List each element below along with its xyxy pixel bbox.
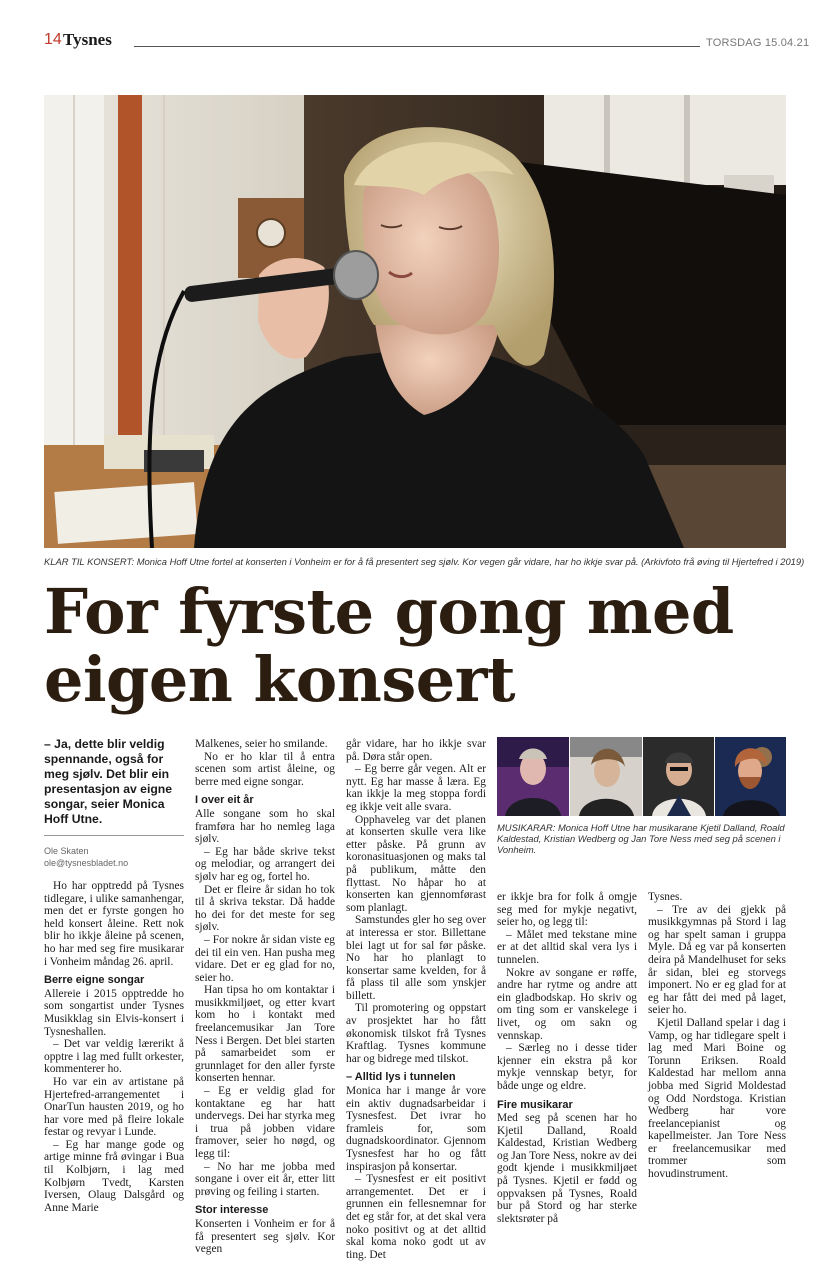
header-rule: [134, 46, 700, 47]
paragraph: Det er fleire år sidan ho tok til å skriva tekstar. Då hadde ho dei for det meste for seg sjølv.: [195, 883, 335, 934]
section-title: Tysnes: [63, 30, 112, 49]
paragraph: Malkenes, seier ho smilande.: [195, 738, 328, 750]
four-musicians-portraits: [497, 737, 786, 816]
paragraph: går vidare, har ho ikkje svar på. Døra står open.: [346, 738, 486, 763]
paragraph: – Eg har mange gode og artige minne frå øvingar i Bua til Kolbjørn, i lag med Kolbjørn Tvedt, Karsten Iversen, Olaug Dalsgård og Anne Marie: [44, 1138, 184, 1214]
paragraph: – Det var veldig lærerikt å opptre i lag med fullt orkester, kommenterer ho.: [44, 1038, 184, 1076]
headline-line-1: For fyrste gong med: [44, 575, 734, 648]
article-column-1: [44, 880, 184, 1214]
singer-with-microphone-photo: [44, 95, 786, 548]
article-column-3: [346, 738, 486, 1261]
subheading: – Alltid lys i tunnelen: [346, 1071, 456, 1084]
photo-caption: KLAR TIL KONSERT: Monica Hoff Utne fortel at konserten i Vonheim er for å få presentert seg sjølv. Kor vegen går vidare, har ho ikkje svar på. (Arkivfoto frå øving til Hjertefred i 2019): [44, 556, 805, 567]
subheading: Stor interesse: [195, 1204, 269, 1217]
issue-date: TORSDAG 15.04.21: [706, 37, 810, 49]
byline-email[interactable]: ole@tysnesbladet.no: [44, 858, 129, 868]
lead-paragraph: – Ja, dette blir veldig spennande, også for meg sjølv. Det blir ein presentasjon av eigne songar, seier Monica Hoff Utne.: [44, 737, 173, 826]
paragraph: – Tre av dei gjekk på musikkgymnas på Stord i lag og har spelt saman i gruppa Myle. Då eg var på konserten deira på Mandelhuset for seks år sidan, blei eg storvegs imponert. No er eg glad for at eg har fått dei med på laget, seier ho.: [648, 903, 786, 1017]
musicians-caption: MUSIKARAR: Monica Hoff Utne har musikarane Kjetil Dalland, Roald Kaldestad, Kristian Wedberg og Jan Tore Ness med seg på scenen i Vonheim.: [497, 822, 785, 855]
paragraph: Ho har opptredd på Tysnes tidlegare, i ulike samanhengar, men det er fyrste gongen ho held konsert åleine. Rett nok blir ho ikkje åleine på scenen, ho har med seg fire musikarar i Vonheim måndag 26. april.: [44, 880, 184, 968]
paragraph: Ho var ein av artistane på Hjertefred-arrangementet i OnarTun hausten 2019, og ho har vore med på fleire lokale festar og revyar i Lunde.: [44, 1075, 184, 1139]
subheading: Fire musikarar: [497, 1098, 573, 1111]
paragraph: No er ho klar til å entra scenen som artist åleine, og berre med eigne songar.: [195, 750, 335, 788]
article-column-4: [497, 891, 637, 1225]
paragraph: Allereie i 2015 opptredde ho som songartist under Tysnes Musikklag sin Elvis-konsert i Tysneshallen.: [44, 987, 184, 1038]
paragraph: – Særleg no i desse tider kjenner ein ekstra på kor mykje vennskap betyr, for både unge og eldre.: [497, 1042, 637, 1092]
paragraph: – Eg berre går vegen. Alt er nytt. Eg har masse å læra. Eg kan ikkje la meg stoppa fordi eg ikkje veit alle svara.: [346, 763, 486, 813]
subheading: I over eit år: [195, 794, 254, 807]
headline-line-2: eigen konsert: [44, 643, 516, 716]
byline: [44, 845, 128, 869]
lead-divider: [44, 835, 184, 836]
paragraph: – Tysnesfest er eit positivt arrangementet. Det er i grunnen ein fellesnemnar for det eg står for, at det skal vera noko positivt og at det alltid skal koma noko godt ut av ting. Det: [346, 1173, 486, 1261]
byline-name: Ole Skaten: [44, 846, 89, 856]
paragraph: – Eg har både skrive tekst og melodiar, og arrangert dei sjølv har eg og, fortel ho.: [195, 845, 335, 883]
subheading: Berre eigne songar: [44, 974, 145, 987]
article-column-2: [195, 738, 335, 1256]
paragraph: Tysnes.: [648, 891, 683, 903]
paragraph: Han tipsa ho om kontaktar i musikkmiljøet, og etter kvart kom ho i kontakt med freelancemusikar Jan Tore Ness i Bergen. Det blei starten på samarbeidet som er grunnlaget for den aller fyrste konserten hennar.: [195, 984, 335, 1085]
paragraph: Kjetil Dalland spelar i dag i Vamp, og har tidlegare spelt i lag med Mari Boine og Torunn Eriksen. Roald Kaldestad har mellom anna jobba med Sigrid Moldestad og Odd Nordstoga. Kristian Wedberg har vore freelancepianist og kapellmeister. Jan Tore Ness er freelancemusikar med trommer som hovudinstrument.: [648, 1016, 786, 1181]
paragraph: Alle songane som ho skal framføra har ho nemleg laga sjølv.: [195, 807, 335, 846]
paragraph: – No har me jobba med songane i over eit år, etter litt prøving og feiling i starten.: [195, 1160, 335, 1198]
paragraph: – Eg er veldig glad for kontaktane eg har hatt undervegs. Dei har styrka meg i trua på jobben vidare framover, seier ho nøgd, og legg til:: [195, 1085, 335, 1160]
article-column-5: [648, 891, 786, 1181]
paragraph: Samstundes gler ho seg over at interessa er stor. Billettane blei lagt ut for sal før påske. No har ho planlagt to konsertar same kvelden, for å få plass til alle som ynskjer billett.: [346, 914, 486, 1002]
headline: [44, 575, 804, 716]
page-number: 14: [44, 31, 62, 48]
paragraph: – Målet med tekstane mine er at det alltid skal vera lys i tunnelen.: [497, 928, 637, 966]
paragraph: er ikkje bra for folk å omgje seg med for mykje negativt, seier ho, og legg til:: [497, 891, 637, 929]
paragraph: Konserten i Vonheim er for å få presentert seg sjølv. Kor vegen: [195, 1217, 335, 1256]
paragraph: Nokre av songane er røffe, andre har rytme og andre att ein gladbodskap. Ho skriv og om ting som er vanskelege i livet, og om sakn og vennskap.: [497, 966, 637, 1042]
paragraph: Til promotering og oppstart av prosjektet har ho fått økonomisk tilskot frå Tysnes Kraftlag. Tysnes kommune har og bidrege med tilskot.: [346, 1002, 486, 1065]
paragraph: Med seg på scenen har ho Kjetil Dalland, Roald Kaldestad, Kristian Wedberg og Jan Tore Ness, nokre av dei godt kjende i musikkmiljøet på Tysnes. Kjetil er fødd og oppvaksen på Tysnes, Roald bur på Stord og har sterke slektsrøter på: [497, 1112, 637, 1225]
paragraph: Monica har i mange år vore ein aktiv dugnadsarbeidar i Tysnesfest. Det ivrar ho framleis for, som dugnadskoordinator. Gjennom Tysnesfest har ho og fått inspirasjon på konsertar.: [346, 1085, 486, 1173]
paragraph: – For nokre år sidan viste eg dei til ein ven. Han pusha meg vidare. Det er eg glad for no, seier ho.: [195, 933, 335, 984]
paragraph: Opphaveleg var det planen at konserten skulle vera like etter påske. På grunn av koronasituasjonen og maks tal på publikum, måtte den flyttast. No håpar ho at konserten kan gjennomførast som planlagt.: [346, 813, 486, 914]
